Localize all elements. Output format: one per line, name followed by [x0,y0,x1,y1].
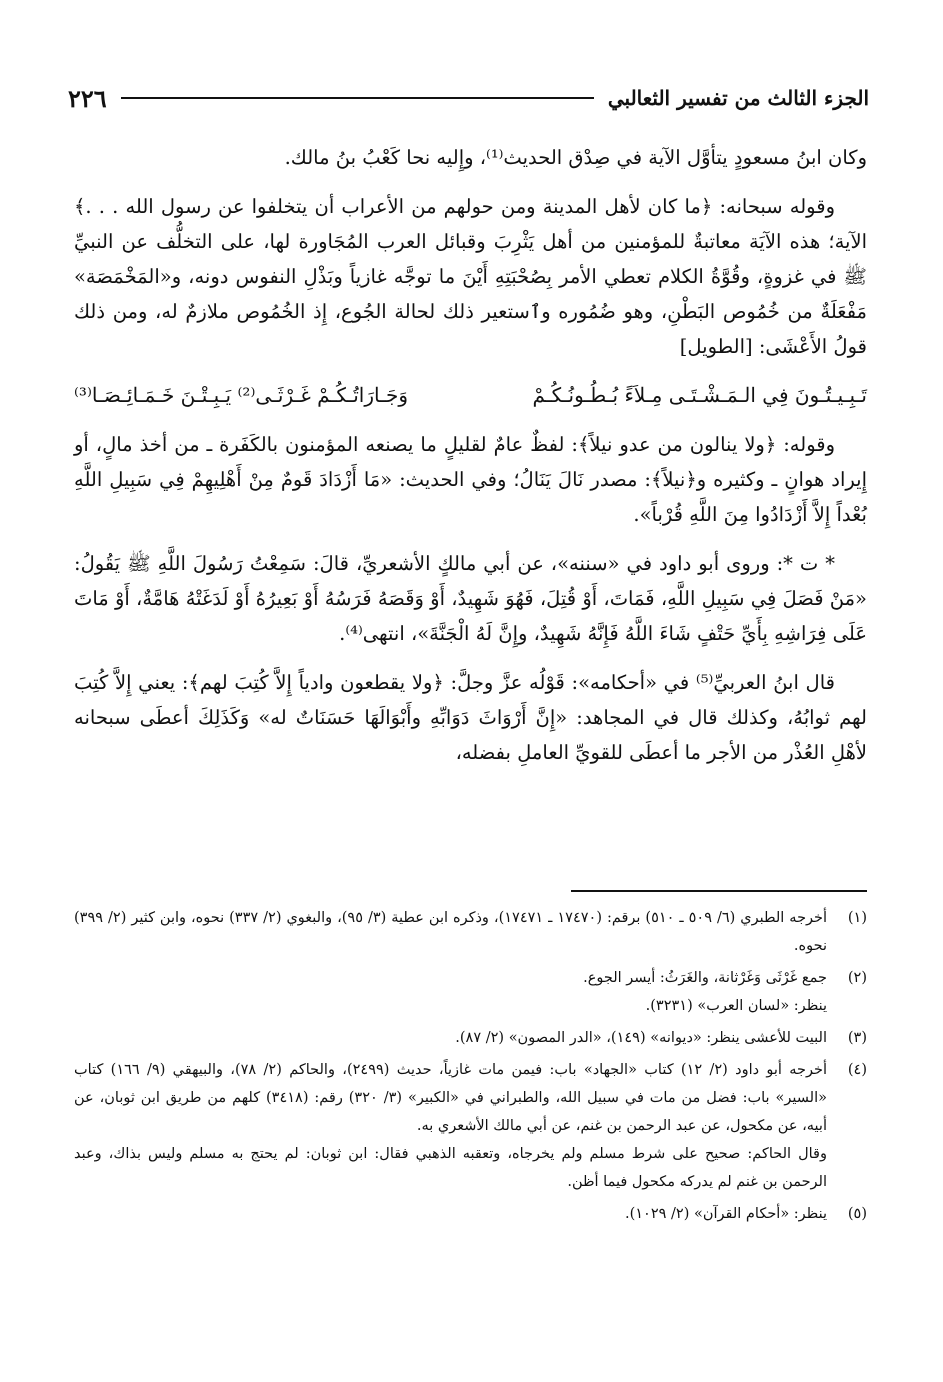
footnote-number: (١) [847,910,867,926]
footnote-text: وقال الحاكم: صحيح على شرط مسلم ولم يخرجاه، وتعقبه الذهبي فقال: ابن ثوبان: لم يحتج به مسلم وليس بذاك، وعبد الرحمن بن غنم لم يدركه مكحول فيما أظن. [74,1146,827,1190]
page-number: ٢٢٦ [68,83,107,113]
verse-second-hemistich: وَجَـارَاتُـكُـمْ غَـرْثَـى⁽²⁾ يَـبِـتْـنَ خَـمَـائِـصَـا⁽³⁾ [74,383,408,407]
footnote-text: أخرجه أبو داود (٢/ ١٢) كتاب «الجهاد» باب: فيمن مات غازياً، حديث (٢٤٩٩)، والحاكم (٢/ ٧٨)، والبيهقي (٩/ ١٦٦) كتاب «السير» باب: فضل من مات في سبيل الله، والطبراني في «الكبير» (٣/ ٣٢٠) رقم: (٣٤١٨) كلهم من طريق ابن ثوبان، عن أبيه، عن مكحول، عن عبد الرحمن بن غنم، عن أبي مالك الأشعري به. [74,1062,827,1134]
footnote-3 [74,1024,867,1052]
paragraph-5: قال ابنُ العربيِّ⁽⁵⁾ في «أحكامه»: قَوْلُه عزَّ وجلَّ: ﴿ولا يقطعون وادياً إِلاَّ كُتِبَ لهم﴾: يعني إِلاَّ كُتِبَ لهم ثوابُهُ، وكذلك قال في المجاهد: «إِنَّ أَرْوَاثَ دَوَابِّهِ وأَبْوَالَهَا حَسَنَاتٌ له» وَكَذَلِكَ أعطَى سبحانه لأهْلِ العُذْر من الأجر ما أعطَى للقويِّ العاملِ بفضله، [74,671,867,764]
footnote-1 [74,904,867,960]
paragraph-3: وقوله: ﴿ولا ينالون من عدو نيلاً﴾: لفظٌ عامٌ لقليلٍ ما يصنعه المؤمنون بالكَفَرة ـ من أخذ مالٍ، أو إِيراد هوانٍ ـ وكثيره و﴿نيلاً﴾: مصدر نَالَ يَنَالُ؛ وفي الحديث: «مَا أَزْدَادَ قَومٌ مِنْ أَهْلِيهِمْ فِي سَبِيلِ اللَّهِ بُعْداً إِلاَّ أَزْدَادُوا مِنَ اللَّهِ قُرْباً». [74,433,867,526]
footnote-4 [74,1056,867,1196]
footnote-text: البيت للأعشى ينظر: «ديوانه» (١٤٩)، «الدر المصون» (٢/ ٨٧). [455,1030,827,1046]
footnote-number: (٢) [847,970,867,986]
verse-first-hemistich: تَـبِـيـتُـونَ فِي الـمَـشْـتَـى مِـلاَءً بُـطُـونُـكُـمْ [532,383,867,407]
page-header [58,78,869,118]
poetry-verse [74,378,867,413]
footnote-text: أخرجه الطبري (٦/ ٥٠٩ ـ ٥١٠) برقم: (١٧٤٧٠ ـ ١٧٤٧١)، وذكره ابن عطية (٣/ ٩٥)، والبغوي (٢/ ٣٣٧) نحوه، وابن كثير (٢/ ٣٩٩) نحوه. [74,910,828,954]
footnote-5 [74,1200,867,1228]
footnote-text: ينظر: «لسان العرب» (٣٢٣١). [645,998,827,1014]
footnotes [74,904,867,1232]
footnote-number: (٤) [847,1062,867,1078]
footnote-number: (٣) [847,1030,867,1046]
running-title: الجزء الثالث من تفسير الثعالبي [607,86,869,110]
footnote-2 [74,964,867,1020]
paragraph-1: وكان ابنُ مسعودٍ يتأوَّل الآية في صِدْق الحديث⁽¹⁾، وإِليه نحا كَعْبُ بنُ مالك. [284,146,867,169]
footnote-number: (٥) [847,1206,867,1222]
paragraph-2: وقوله سبحانه: ﴿ما كان لأهل المدينة ومن حولهم من الأعراب أن يتخلفوا عن رسول الله . . .﴾ الآية؛ هذه الآيَة معاتبةٌ للمؤمنين من أهل يَثْرِبَ وقبائل العرب المُجَاورة لها، على التخلُّف عن النبيِّ ﷺ في غزوةٍ، وقُوَّةُ الكلام تعطي الأمر بِصُحْبَتِهِ أَيْنَ ما توجَّه غازياً وبَذْلِ النفوس دونه، و«المَخْمَصَة» مَفْعَلَةٌ من خُمُوص البَطْنِ، وهو ضُمُوره وٱستعير ذلك لحالة الجُوع، إِذ الخُمُوص ملازمٌ له، ومن ذلك قولُ الأَعْشَى: [الطويل] [74,195,867,358]
header-rule [121,97,594,99]
footnote-text: جمع غَرْثَى وَغَرْثانة، والغَرَثُ: أيسر الجوع. [583,970,827,986]
footnote-text: ينظر: «أحكام القرآن» (٢/ ١٠٢٩). [624,1206,827,1222]
footnote-separator [571,890,867,892]
paragraph-4: * ت *: وروى أبو داود في «سننه»، عن أبي مالكٍ الأشعريِّ، قالَ: سَمِعْتُ رَسُولَ اللَّهِ ﷺ يَقُولُ: «مَنْ فَصَلَ فِي سَبِيلِ اللَّهِ، فَمَاتَ، أَوْ قُتِلَ، فَهُوَ شَهِيدٌ، أَوْ وَقَصَهُ فَرَسُهُ أَوْ بَعِيرُهُ أَوْ لَدَغَتْهُ هَامَّةٌ، أَوْ مَاتَ عَلَى فِرَاشِهِ بِأَيِّ حَتْفٍ شَاءَ اللَّهُ فَإِنَّهُ شَهِيدٌ، وإِنَّ لَهُ الْجَنَّةَ»، انتهى⁽⁴⁾. [74,552,867,645]
main-text [74,140,867,784]
